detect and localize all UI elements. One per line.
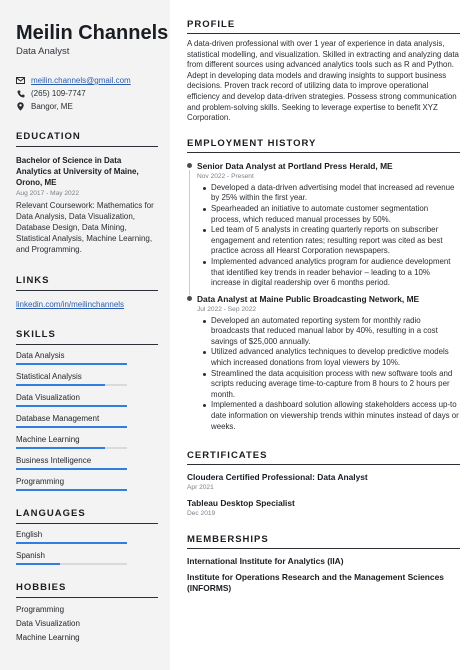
employment-heading: EMPLOYMENT HISTORY <box>187 138 460 153</box>
education-coursework: Relevant Coursework: Mathematics for Data Analysis, Data Visualization, Database Design, Data Mining, Statistical Analysis, Machine Learning, and Programming. <box>16 201 154 254</box>
skills-label: Database Management <box>16 414 100 423</box>
job-bullets <box>197 316 460 433</box>
certificate-name: Tableau Desktop Specialist <box>187 498 295 509</box>
education-dates: Aug 2017 - May 2022 <box>16 190 80 197</box>
skills-level-fill <box>16 405 127 407</box>
skills-level-fill <box>16 384 105 386</box>
certificates-section <box>187 450 460 517</box>
memberships-heading: MEMBERSHIPS <box>187 534 460 549</box>
membership-item: International Institute for Analytics (IIA) <box>187 556 344 567</box>
job-title: Senior Data Analyst at Portland Press Herald, ME <box>197 160 393 171</box>
skills-label: Programming <box>16 477 65 486</box>
location-text: Bangor, ME <box>31 102 73 111</box>
links-heading: LINKS <box>16 275 158 291</box>
job-bullet: Developed an automated reporting system for monthly radio broadcasts that reduced manual labor by 40%, resulting in a cost savings of $25,000 annually. <box>211 316 460 348</box>
profile-section <box>187 19 460 124</box>
job-dates: Nov 2022 - Present <box>197 172 254 180</box>
contact-block <box>16 74 158 113</box>
memberships-section <box>187 534 460 594</box>
hobbies-section <box>16 582 158 645</box>
skills-level-track <box>16 468 127 470</box>
skills-level-fill <box>16 426 127 428</box>
skills-label: Business Intelligence <box>16 456 92 465</box>
skills-level-fill <box>16 447 105 449</box>
skills-level-track <box>16 363 127 365</box>
languages-level-fill <box>16 563 60 565</box>
languages-list <box>16 528 158 565</box>
languages-level-track <box>16 542 127 544</box>
profile-heading: PROFILE <box>187 19 460 34</box>
job-bullet: Utilized advanced analytics techniques to develop predictive models which increased donations from loyal viewers by 10%. <box>211 347 460 368</box>
certificates-heading: CERTIFICATES <box>187 450 460 465</box>
candidate-title: Data Analyst <box>16 46 70 57</box>
education-heading: EDUCATION <box>16 131 158 147</box>
email-link[interactable]: meilin.channels@gmail.com <box>31 76 131 85</box>
envelope-icon <box>16 76 25 85</box>
skills-list <box>16 349 158 491</box>
skills-item <box>16 391 158 407</box>
skills-label: Data Analysis <box>16 351 65 360</box>
hobbies-list <box>16 603 158 645</box>
linkedin-link[interactable]: linkedin.com/in/meilinchannels <box>16 300 125 309</box>
job-entry <box>187 161 460 289</box>
contact-location <box>16 100 158 113</box>
job-bullet: Spearheaded an initiative to automate customer segmentation process, which reduced manual processes by 50%. <box>211 204 460 225</box>
job-bullet: Streamlined the data acquisition process with new software tools and scripts reducing average time-to-capture from 8 hours to 2 hours per month. <box>211 369 460 401</box>
skills-section <box>16 329 158 491</box>
skills-level-fill <box>16 489 127 491</box>
certificate-date: Dec 2019 <box>187 510 216 518</box>
skills-level-track <box>16 489 127 491</box>
profile-text: A data-driven professional with over 1 year of experience in data analysis, statistical modelling, and visualization. Skilled in extracting and analyzing data from different sources using advanced analytics tools such as R and Python. Adept in developing data models and drawing insights to support business decisions. Proven track record of utilizing data to improve operational efficiency and develop data-driven strategies. Possess strong communication and problem-solving skills. Seeking to leverage expertise to benefit XYZ Corporation. <box>187 39 459 123</box>
membership-item: Institute for Operations Research and the Management Sciences (INFORMS) <box>187 572 444 594</box>
sidebar <box>0 0 170 670</box>
map-pin-icon <box>16 102 25 111</box>
job-bullet: Led team of 5 analysts in creating quarterly reports on subscriber engagement and retention rates; resulting report was cited as best practice across all Hearst Corporation newspapers. <box>211 225 460 257</box>
languages-label: English <box>16 530 43 539</box>
hobby-item: Machine Learning <box>16 633 80 642</box>
skills-level-fill <box>16 468 127 470</box>
skills-item <box>16 349 158 365</box>
links-section <box>16 275 158 309</box>
job-bullet: Developed a data-driven advertising model that increased ad revenue by 25% within the first year. <box>211 183 460 204</box>
languages-item <box>16 549 158 565</box>
languages-item <box>16 528 158 544</box>
job-entry <box>187 294 460 433</box>
certificate-date: Apr 2021 <box>187 484 214 492</box>
phone-icon <box>16 89 25 98</box>
contact-email <box>16 74 158 87</box>
skills-level-fill <box>16 363 127 365</box>
education-degree: Bachelor of Science in Data Analytics at University of Maine, Orono, ME <box>16 156 139 187</box>
hobby-item: Data Visualization <box>16 619 80 628</box>
job-dates: Jul 2022 - Sep 2022 <box>197 305 257 313</box>
languages-level-track <box>16 563 127 565</box>
languages-section <box>16 508 158 565</box>
employment-section <box>187 138 460 432</box>
skills-item <box>16 433 158 449</box>
skills-label: Statistical Analysis <box>16 372 82 381</box>
skills-label: Machine Learning <box>16 435 80 444</box>
main-content <box>170 0 474 670</box>
skills-item <box>16 475 158 491</box>
languages-label: Spanish <box>16 551 45 560</box>
skills-level-track <box>16 405 127 407</box>
skills-item <box>16 454 158 470</box>
job-bullets <box>197 183 460 289</box>
skills-label: Data Visualization <box>16 393 80 402</box>
job-bullet: Implemented advanced analytics program for audience development that identified key trends in reader behavior – leading to a 10% increase in digital readership over 6 months period. <box>211 257 460 289</box>
job-title: Data Analyst at Maine Public Broadcasting Network, ME <box>197 293 420 304</box>
job-bullet: Implemented a dashboard solution allowing stakeholders access up-to date information on viewership trends within minutes instead of days or weeks. <box>211 400 459 431</box>
skills-heading: SKILLS <box>16 329 158 345</box>
skills-level-track <box>16 426 127 428</box>
candidate-name: Meilin Channels <box>16 22 169 44</box>
skills-level-track <box>16 384 127 386</box>
certificate-name: Cloudera Certified Professional: Data Analyst <box>187 472 368 483</box>
education-section <box>16 131 158 255</box>
skills-item <box>16 412 158 428</box>
skills-item <box>16 370 158 386</box>
hobbies-heading: HOBBIES <box>16 582 158 598</box>
timeline-line <box>189 170 190 295</box>
timeline-dot <box>187 163 192 168</box>
contact-phone <box>16 87 158 100</box>
hobby-item: Programming <box>16 605 65 614</box>
phone-number: (265) 109-7747 <box>31 89 86 98</box>
skills-level-track <box>16 447 127 449</box>
languages-level-fill <box>16 542 127 544</box>
timeline-dot <box>187 296 192 301</box>
languages-heading: LANGUAGES <box>16 508 158 524</box>
